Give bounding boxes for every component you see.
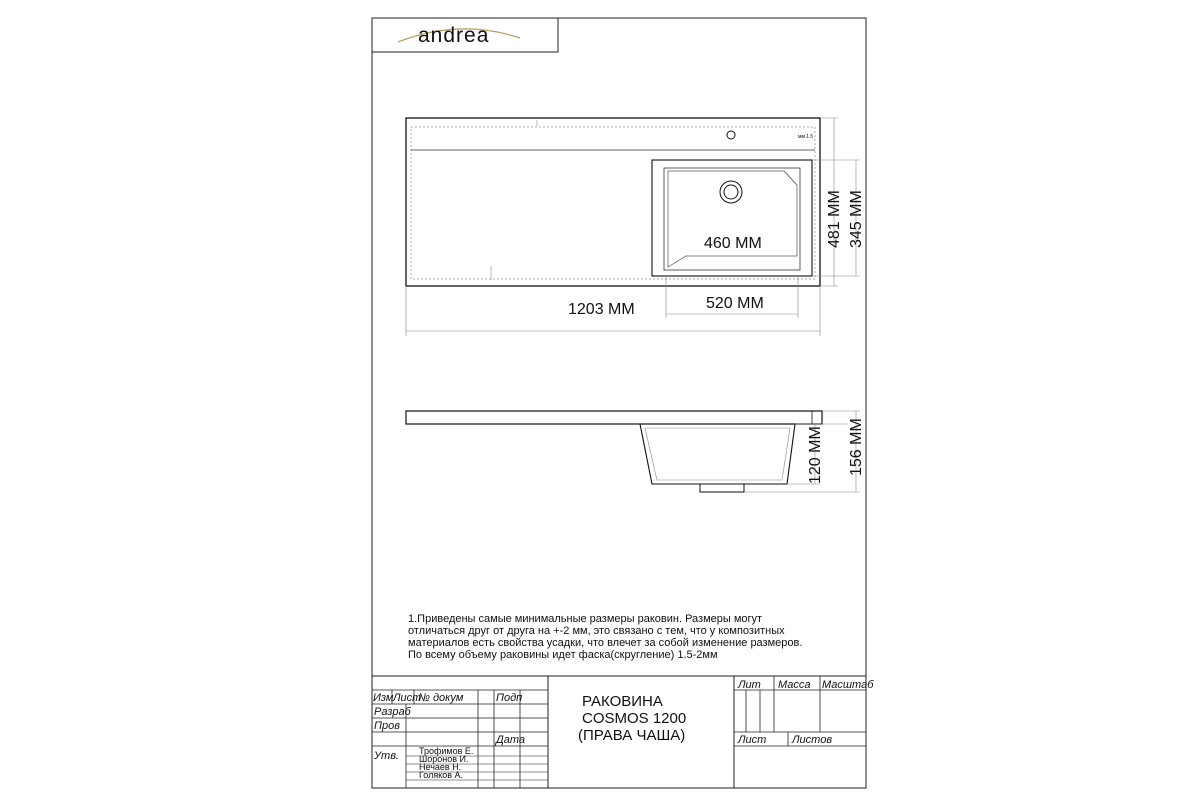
lit-label: Лит bbox=[738, 679, 761, 691]
title-block-text bbox=[373, 679, 874, 780]
bowl-rim bbox=[664, 168, 800, 270]
drawing-title-line1: РАКОВИНА bbox=[582, 693, 663, 710]
drain-profile bbox=[700, 484, 744, 492]
name-entry: Нечаев Н. bbox=[419, 762, 462, 772]
note-line: материалов есть свойства усадки, что влечет за собой изменение размеров. bbox=[408, 637, 803, 649]
note-line: По всему объему раковины идет фаска(скругление) 1.5-2мм bbox=[408, 649, 718, 661]
side-view bbox=[406, 411, 865, 492]
top-view bbox=[406, 118, 865, 336]
faucet-hole bbox=[727, 131, 735, 139]
bowl-profile bbox=[640, 424, 795, 484]
col-date: Дата bbox=[496, 734, 526, 746]
drain-inner bbox=[724, 185, 738, 199]
bowl-profile-inner bbox=[645, 428, 790, 480]
col-doc: № докум bbox=[418, 692, 464, 704]
name-entry: Шоронов И. bbox=[419, 754, 469, 764]
bowl-height-label: 120 MM bbox=[807, 426, 824, 484]
small-dimension-mark: мм 1.5 bbox=[798, 134, 814, 140]
total-width-label: 1203 MM bbox=[568, 301, 635, 318]
total-height-label: 156 MM bbox=[848, 418, 865, 476]
bowl-depth-label: 345 MM bbox=[848, 190, 865, 248]
drawing-title-line3: (ПРАВА ЧАША) bbox=[578, 727, 686, 744]
countertop-profile bbox=[406, 411, 822, 424]
scale-label: Масштаб bbox=[822, 679, 874, 691]
drain-outer bbox=[720, 181, 742, 203]
sheet-label: Лист bbox=[738, 734, 767, 746]
logo-block bbox=[372, 18, 558, 52]
sheets-label: Листов bbox=[792, 734, 833, 746]
total-depth-label: 481 MM bbox=[826, 190, 843, 248]
logo-text: andrea bbox=[418, 24, 490, 47]
col-list: Лист bbox=[393, 692, 422, 704]
note-line: отличаться друг от друга на +-2 мм, это связано с тем, что у композитных bbox=[408, 625, 785, 637]
mass-label: Масса bbox=[778, 679, 811, 691]
col-izm: Изм bbox=[373, 692, 394, 704]
drawing-title-line2: COSMOS 1200 bbox=[582, 710, 687, 727]
name-entry: Трофимов Е. bbox=[419, 746, 474, 756]
bowl-inner-width-label: 460 MM bbox=[704, 235, 762, 252]
row-approve: Утв. bbox=[374, 750, 399, 762]
row-develop: Разраб bbox=[374, 706, 411, 718]
note-line: 1.Приведены самые минимальные размеры раковин. Размеры могут bbox=[408, 613, 763, 625]
countertop-outline bbox=[406, 118, 820, 286]
bowl-outer bbox=[652, 160, 812, 276]
sheet-frame bbox=[372, 18, 866, 788]
name-entry: Голяков А. bbox=[419, 770, 464, 780]
row-check: Пров bbox=[374, 720, 400, 732]
notes-block bbox=[408, 613, 802, 661]
bowl-outer-width-label: 520 MM bbox=[706, 295, 764, 312]
col-sign: Подп bbox=[496, 692, 523, 704]
